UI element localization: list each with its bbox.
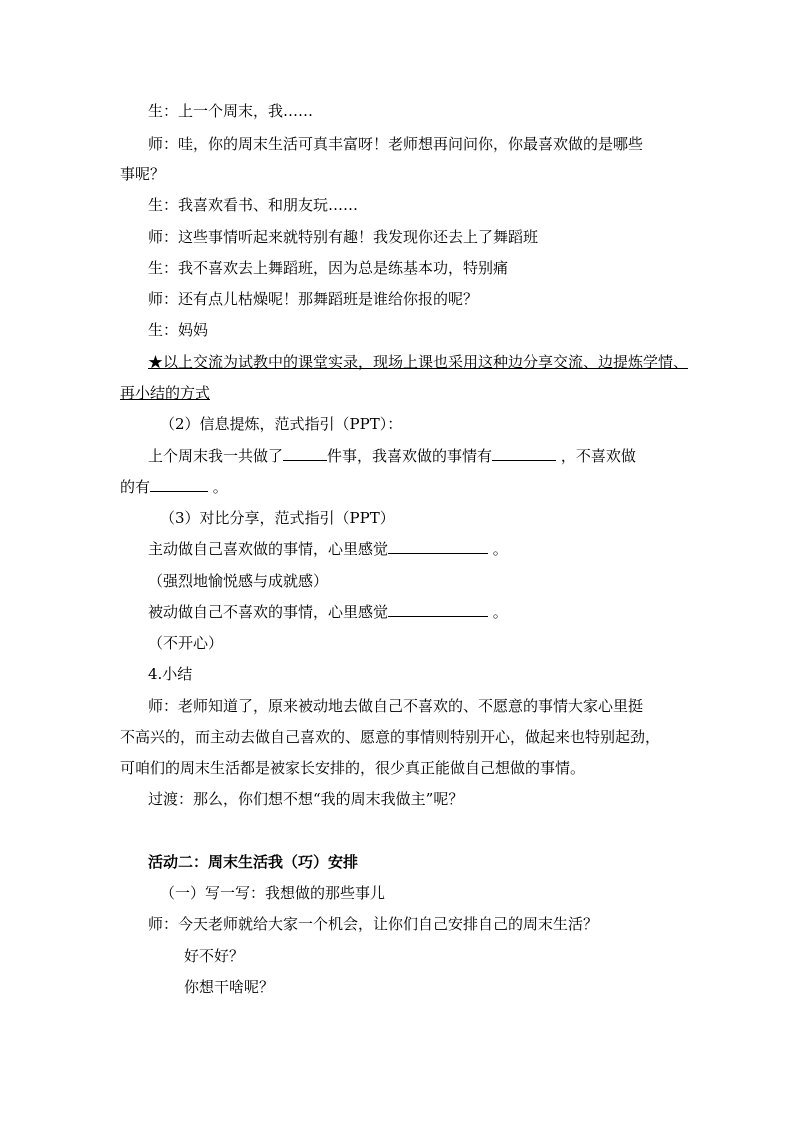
dialogue-line: 师：今天老师就给大家一个机会，让你们自己安排自己的周末生活？ bbox=[148, 915, 599, 933]
paragraph-line: 师：老师知道了，原来被动地去做自己不喜欢的、不愿意的事情大家心里挺 bbox=[148, 697, 644, 715]
fill-in-sentence: 的有 。 bbox=[120, 478, 228, 496]
answer-blank[interactable] bbox=[150, 477, 208, 492]
dialogue-line: 生：上一个周末，我…… bbox=[148, 102, 314, 120]
dialogue-line: 师：这些事情听起来就特别有趣！我发现你还去上了舞蹈班 bbox=[148, 228, 539, 246]
answer-blank[interactable] bbox=[492, 446, 556, 461]
paragraph-line: 可咱们的周末生活都是被家长安排的，很少真正能做自己想做的事情。 bbox=[120, 759, 586, 777]
paragraph-line: 过渡：那么，你们想不想“我的周末我做主”呢？ bbox=[148, 790, 464, 808]
dialogue-line: 你想干啥呢？ bbox=[184, 978, 275, 996]
activity-heading: 活动二：周末生活我（巧）安排 bbox=[148, 853, 359, 871]
dialogue-line: 生：妈妈 bbox=[148, 321, 209, 339]
answer-blank[interactable] bbox=[388, 539, 488, 554]
teaching-note: 再小结的方式 bbox=[120, 384, 211, 402]
dialogue-line: 生：我喜欢看书、和朋友玩…… bbox=[148, 196, 359, 214]
answer-hint: （强烈地愉悦感与成就感） bbox=[148, 572, 329, 590]
section-step: （2）信息提炼，范式指引（PPT）： bbox=[160, 415, 403, 433]
fill-in-sentence: 主动做自己喜欢做的事情，心里感觉 。 bbox=[148, 540, 508, 558]
dialogue-line: 师：还有点儿枯燥呢！那舞蹈班是谁给你报的呢？ bbox=[148, 290, 479, 308]
answer-hint: （不开心） bbox=[148, 634, 224, 652]
dialogue-line: 事呢？ bbox=[120, 165, 166, 183]
dialogue-line: 好不好？ bbox=[184, 947, 245, 965]
answer-blank[interactable] bbox=[388, 602, 488, 617]
fill-in-sentence: 被动做自己不喜欢的事情，心里感觉 。 bbox=[148, 603, 508, 621]
section-heading: 4.小结 bbox=[148, 665, 193, 683]
section-step: （3）对比分享，范式指引（PPT） bbox=[160, 509, 395, 527]
dialogue-line: 生：我不喜欢去上舞蹈班，因为总是练基本功，特别痛 bbox=[148, 259, 509, 277]
section-step: （一）写一写：我想做的那些事儿 bbox=[160, 884, 386, 902]
answer-blank[interactable] bbox=[283, 446, 327, 461]
paragraph-line: 不高兴的，而主动去做自己喜欢的、愿意的事情则特别开心，做起来也特别起劲， bbox=[120, 728, 661, 746]
fill-in-sentence: 上个周末我一共做了 件事，我喜欢做的事情有 ，不喜欢做 bbox=[148, 447, 636, 465]
dialogue-line: 师：哇，你的周末生活可真丰富呀！老师想再问问你，你最喜欢做的是哪些 bbox=[148, 135, 644, 153]
teaching-note: ★以上交流为试教中的课堂实录，现场上课也采用这种边分享交流、边提炼学情、 bbox=[148, 353, 689, 371]
